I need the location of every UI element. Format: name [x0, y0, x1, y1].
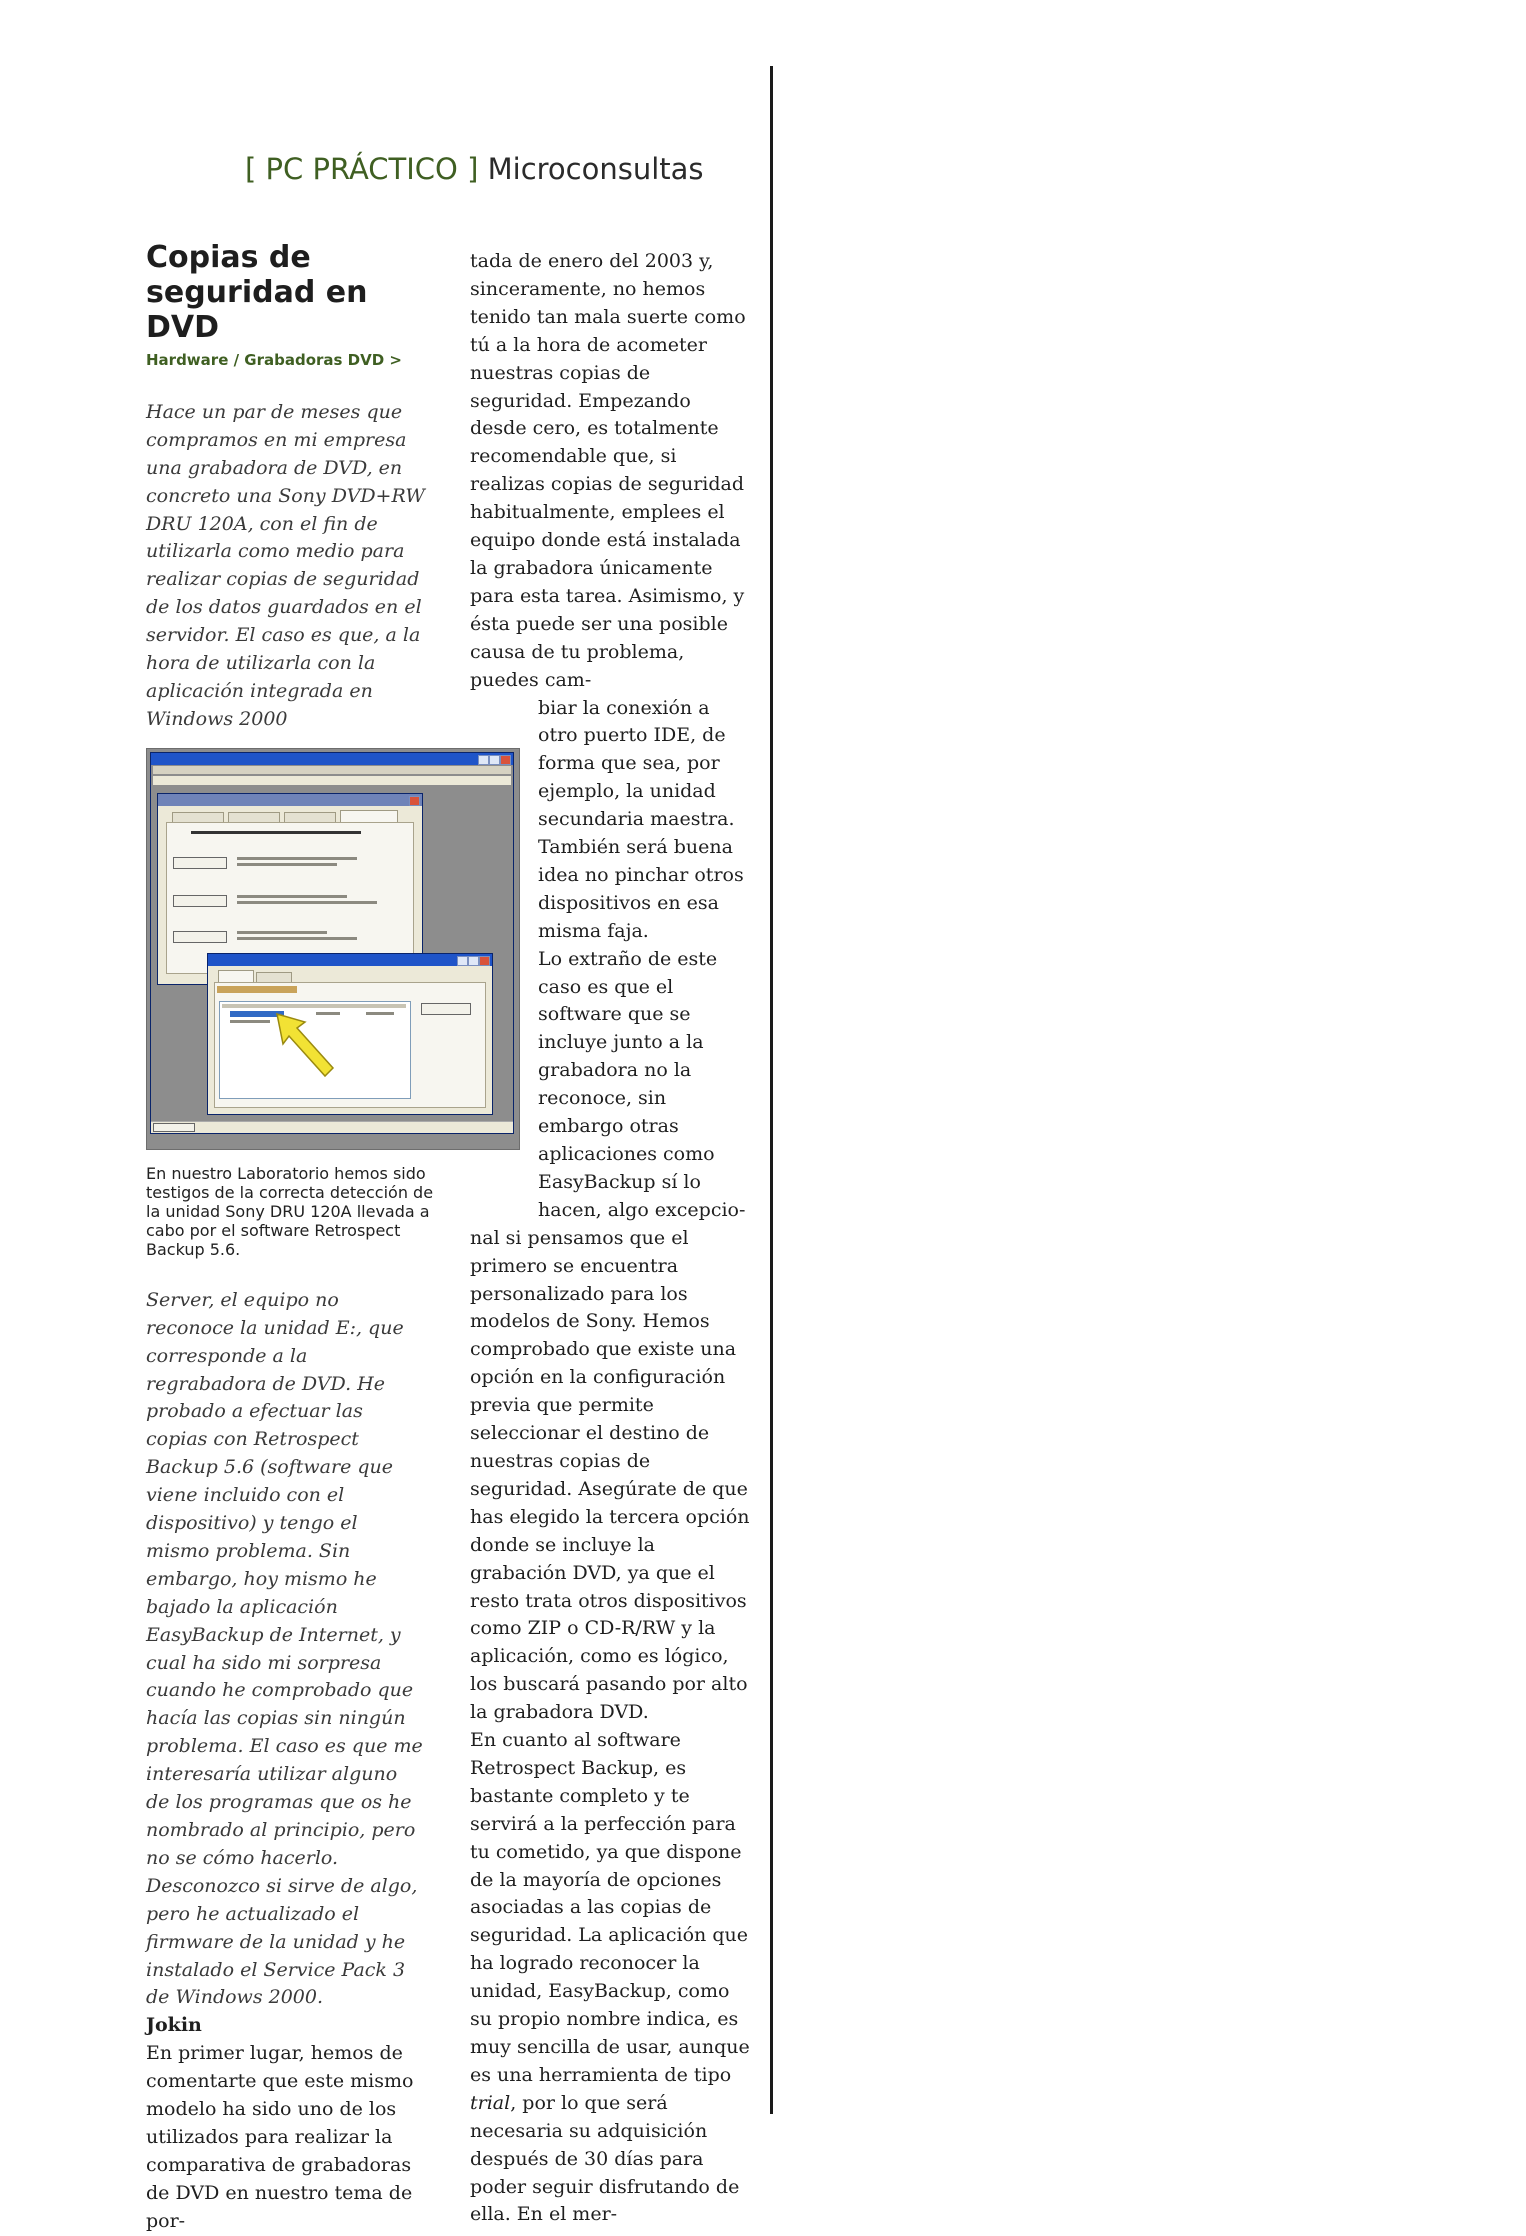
status-bar [151, 1121, 513, 1133]
preferences-button [173, 931, 227, 943]
trial-term: trial [470, 2091, 511, 2114]
option-description-line [237, 901, 377, 904]
storage-window-titlebar [208, 954, 492, 966]
title-line-1: Copias de [146, 240, 311, 275]
toolbar [153, 776, 511, 785]
article-title [146, 240, 426, 345]
status-directory-button [153, 1123, 195, 1132]
left-column [146, 240, 434, 2236]
breadcrumb: Hardware / Grabadoras DVD > [146, 351, 402, 369]
right-column [470, 248, 750, 2229]
answer-text-right-3 [470, 1727, 750, 2229]
answer-text-right-indented-2: Lo extraño de este caso es que el software que se incluye junto a la grabadora no la reconoce, sin embargo otras aplicaciones como EasyBackup sí lo hacen, algo excepcio- [538, 947, 746, 1221]
answer-text-right-3-before: En cuanto al software Retrospect Backup, es bastante completo y te servirá a la perfección para tu cometido, ya que dispone de la mayoría de opciones asociadas a las copias de seguridad. La aplicación que ha logrado reconocer la unidad, EasyBackup, como su propio nombre indica, es muy sencilla de usar, aunque es una herramienta de tipo [470, 1729, 750, 2086]
panel-heading-line [191, 831, 361, 834]
title-line-2: seguridad en DVD [146, 275, 368, 345]
menu-bar [153, 766, 511, 774]
minimize-icon [457, 956, 468, 966]
reader-signature: Jokin [146, 2014, 202, 2037]
device-row-line [230, 1020, 270, 1023]
option-description-line [237, 863, 337, 866]
column-divider-rule [770, 66, 773, 2114]
answer-text-left: En primer lugar, hemos de comentarte que este mismo modelo ha sido uno de los utilizados para realizar la comparativa de grabadoras de DVD en nuestro tema de por- [146, 2042, 414, 2232]
configure-panel [166, 822, 414, 974]
yellow-arrow-icon [271, 1008, 351, 1088]
section-label: [ PC PRÁCTICO ] [245, 152, 479, 186]
option-description-line [237, 931, 327, 934]
subsection-label: Microconsultas [487, 152, 704, 186]
question-text-part-2: Server, el equipo no reconoce la unidad E:, que corresponde a la regrabadora de DVD. He probado a efectuar las copias con Retrospect Backup 5.6 (software que viene incluido con el dispositivo) y tengo el mismo problema. Sin embargo, hoy mismo he bajado la aplicación EasyBackup de Internet, y cual ha sido mi sorpresa cuando he comprobado que hacía las copias sin ningún problema. El caso es que me interesaría utilizar alguno de los programas que os he nombrado al principio, pero no se cómo hacerlo. Desconozco si sirve de algo, pero he actualizado el firmware de la unidad y he instalado el Service Pack 3 de Windows 2000. [146, 1288, 423, 2009]
retrospect-main-window [150, 752, 514, 1134]
option-description-line [237, 937, 357, 940]
answer-text-right-1: tada de enero del 2003 y, sinceramente, no hemos tenido tan mala suerte como tú a la hora de acometer nuestras copias de seguridad. Empezando desde cero, es totalmente recomendable que, si realizas copias de seguridad habitualmente, emplees el equipo donde está instalada la grabadora únicamente para esta tarea. Asimismo, y ésta puede ser una posible causa de tu problema, puedes cam- [470, 250, 746, 691]
devices-button [173, 895, 227, 907]
figure-caption: En nuestro Laboratorio hemos sido testigos de la correcta detección de la unidad Sony DRU 120A llevada a cabo por el software Retrospect Backup 5.6. [146, 1163, 434, 1259]
storage-toolbar [217, 986, 297, 993]
device-location-line [366, 1012, 394, 1015]
answer-text-right-2: nal si pensamos que el primero se encuentra personalizado para los modelos de Sony. Hemos comprobado que existe una opción en la configuración previa que permite seleccionar el destino de nuestras copias de seguridad. Asegúrate de que has elegido la tercera opción donde se incluye la grabación DVD, ya que el resto trata otros dispositivos como ZIP o CD-R/RW y la aplicación, como es lógico, los buscará pasando por alto la grabadora DVD. [470, 1226, 750, 1724]
screenshot-figure [146, 748, 520, 1150]
option-description-line [237, 857, 357, 860]
answer-text-right-indented-1: biar la conexión a otro puerto IDE, de forma que sea, por ejemplo, la unidad secundaria maestra. También será buena idea no pinchar otros dispositivos en esa misma faja. [538, 696, 744, 942]
directory-window-titlebar [158, 794, 422, 806]
option-description-line [237, 895, 347, 898]
page-header [245, 152, 704, 186]
backup-sets-button [173, 857, 227, 869]
question-text-part-1: Hace un par de meses que compramos en mi empresa una grabadora de DVD, en concreto una Sony DVD+RW DRU 120A, con el fin de utilizarla como medio para realizar copias de seguridad de los datos guardados en el servidor. El caso es que, a la hora de utilizarla con la aplicación integrada en Windows 2000 [146, 400, 425, 730]
eject-button [421, 1003, 471, 1015]
close-icon [409, 796, 420, 806]
answer-text-right-3-after: , por lo que será necesaria su adquisición después de 30 días para poder seguir disfrutando de ella. En el mer- [470, 2091, 740, 2226]
main-window-titlebar [151, 753, 513, 765]
